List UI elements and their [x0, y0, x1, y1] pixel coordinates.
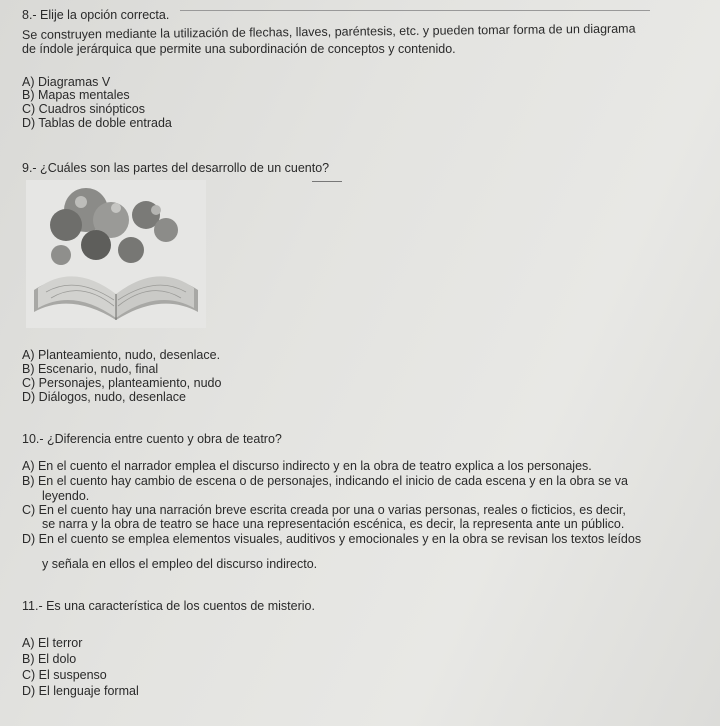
q9-option-d: D) Diálogos, nudo, desenlace — [22, 390, 186, 404]
q11-option-c: C) El suspenso — [22, 668, 107, 682]
q10-title: 10.- ¿Diferencia entre cuento y obra de teatro? — [22, 432, 282, 446]
q8-option-d: D) Tablas de doble entrada — [22, 116, 172, 130]
q8-title: 8.- Elije la opción correcta. — [22, 8, 170, 22]
q9-underline — [312, 181, 342, 182]
q8-option-c: C) Cuadros sinópticos — [22, 102, 145, 116]
q10-option-b-line2: leyendo. — [42, 489, 90, 503]
q11-option-d: D) El lenguaje formal — [22, 684, 139, 698]
q9-option-a: A) Planteamiento, nudo, desenlace. — [22, 348, 221, 362]
q10-option-c-line1: C) En el cuento hay una narración breve escrita creada por una o varias personas, reales o ficticios, es decir, — [22, 503, 626, 517]
q10-option-b-line1: B) En el cuento hay cambio de escena o de personajes, indicando el inicio de cada escena y en la obra se va — [22, 474, 628, 488]
q11-option-a: A) El terror — [22, 636, 83, 650]
q11-option-b: B) El dolo — [22, 652, 77, 666]
q10-option-a: A) En el cuento el narrador emplea el discurso indirecto y en la obra de teatro explica a los personajes. — [22, 459, 592, 473]
q8-stem-line2: de índole jerárquica que permite una subordinación de conceptos y contenido. — [22, 42, 456, 56]
q9-title: 9.- ¿Cuáles son las partes del desarrollo de un cuento? — [22, 161, 330, 175]
q10-option-d-line2: y señala en ellos el empleo del discurso indirecto. — [42, 557, 318, 571]
q9-option-c: C) Personajes, planteamiento, nudo — [22, 376, 222, 390]
q8-option-b: B) Mapas mentales — [22, 88, 130, 102]
q10-option-d-line1: D) En el cuento se emplea elementos visuales, auditivos y emocionales y en la obra se revisan los textos leídos — [22, 532, 642, 546]
open-book-illustration — [26, 180, 206, 328]
top-rule — [180, 10, 650, 11]
q10-option-c-line2: se narra y la obra de teatro se hace una representación escénica, es decir, la representa ante un público. — [42, 517, 625, 531]
q11-title: 11.- Es una característica de los cuentos de misterio. — [22, 599, 315, 613]
q8-stem-line1: Se construyen mediante la utilización de flechas, llaves, paréntesis, etc. y pueden tomar forma de un diagrama — [21, 21, 636, 42]
q9-option-b: B) Escenario, nudo, final — [22, 362, 159, 376]
q8-option-a: A) Diagramas V — [22, 75, 111, 89]
